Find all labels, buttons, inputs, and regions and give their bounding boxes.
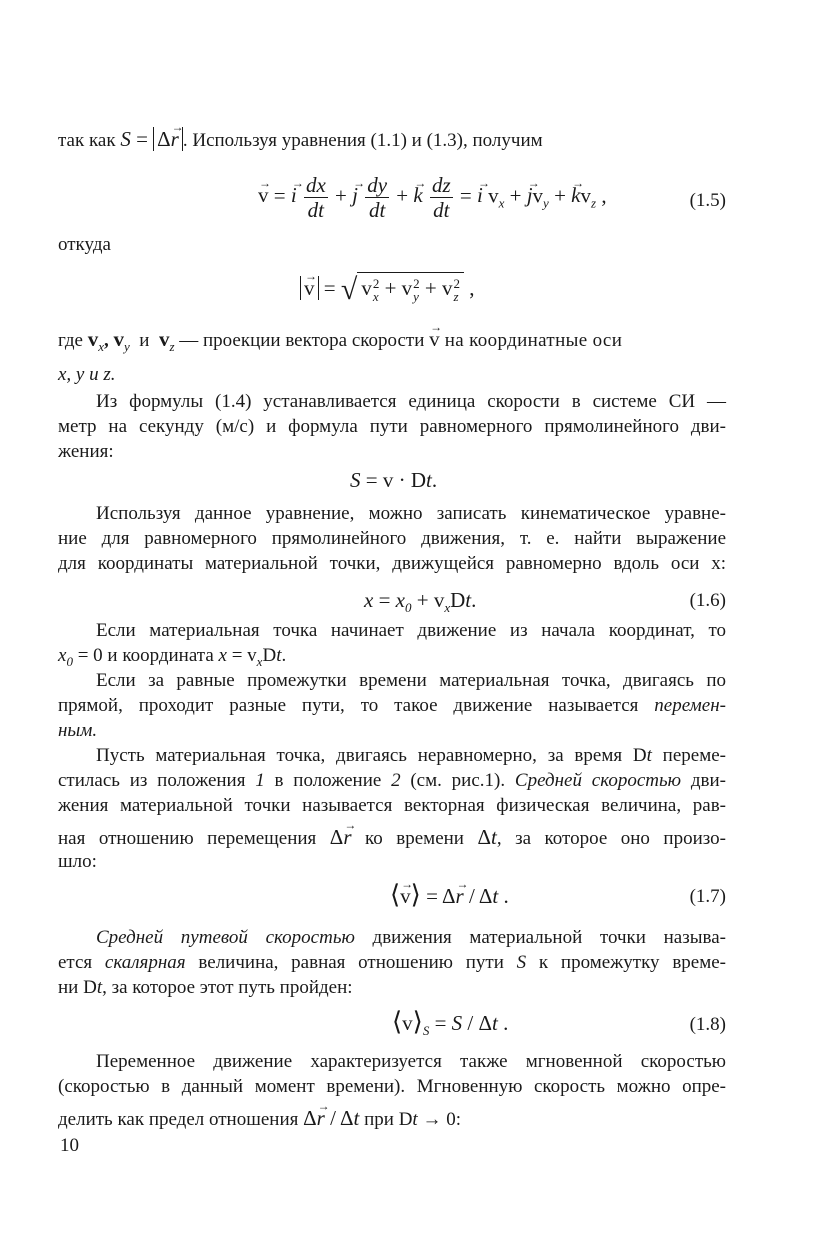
equation-number: (1.5) <box>689 190 726 211</box>
text-line: жения материальной точки называется векторная физическая величина, рав- <box>58 795 726 816</box>
equation-1-8: $⟨v⟩_S = S / \Delta t$ . <box>392 1007 509 1038</box>
text-line: ние для равномерного прямолинейного движения, т. е. найти выражение <box>58 528 726 549</box>
text-line: Средней путевой скоростью движения материальной точки называ- <box>96 927 726 948</box>
text-line: $x_0 = 0$ и координата $x = v_xDt$. <box>58 645 287 669</box>
text-line: x, y и z. <box>58 364 116 385</box>
text-line: так как S = Δ→ r . Используя уравнения (1.1) и (1.3), получим <box>58 128 726 152</box>
text-line: для координаты материальной точки, движущейся равномерно вдоль оси х: <box>58 553 726 574</box>
equation-number: (1.6) <box>689 590 726 611</box>
text-line: Пусть материальная точка, двигаясь неравномерно, за время Dt переме- <box>96 745 726 766</box>
text-line: ным. <box>58 720 98 741</box>
text-line: ная отношению перемещения Δ→ r ко времени Δt, за которое оно произо- <box>58 826 726 850</box>
equation-1-5: → v = → i $\frac{dx}{dt}$ + → j $\frac{dy}{dt}$ + → k $\frac{dz}{dt}$ = → i $v_x$ + → $jv_y$ + → $kv_z$ , <box>258 173 607 222</box>
text-line: откуда <box>58 234 111 255</box>
text-line: прямой, проходит разные пути, то такое движение называется перемен- <box>58 695 726 716</box>
equation-1-6: $x = x_0 + v_xDt$. <box>364 588 477 615</box>
equation-number: (1.7) <box>689 886 726 907</box>
text-line: где $v_x$, $v_y$ и $v_z$ — проекции вектора скорости → v на координатные оси <box>58 328 726 358</box>
equation-path: S = v · Dt. <box>350 468 438 492</box>
text-line: Используя данное уравнение, можно записать кинематическое уравне- <box>96 503 726 524</box>
text-line: шло: <box>58 851 97 872</box>
text-line: метр на секунду (м/с) и формула пути равномерного прямолинейного дви- <box>58 416 726 437</box>
text-line: Переменное движение характеризуется также мгновенной скоростью <box>96 1051 726 1072</box>
text-line: Если материальная точка начинает движение из начала координат, то <box>96 620 726 641</box>
text-line: стилась из положения 1 в положение 2 (см. рис.1). Средней скоростью дви- <box>58 770 726 791</box>
text-line: жения: <box>58 441 114 462</box>
text-line: Из формулы (1.4) устанавливается единица скорости в системе СИ — <box>96 391 726 412</box>
text-line: Если за равные промежутки времени материальная точка, двигаясь по <box>96 670 726 691</box>
text-line: ется скалярная величина, равная отношению пути S к промежутку време- <box>58 952 727 973</box>
text-line: делить как предел отношения Δ→ r / Δt при Dt → 0: <box>58 1107 726 1131</box>
text-line: ни Dt, за которое этот путь пройден: <box>58 977 353 998</box>
text-line: (скоростью в данный момент времени). Мгновенную скорость можно опре- <box>58 1076 726 1097</box>
equation-number: (1.8) <box>689 1014 726 1035</box>
page-number: 10 <box>60 1135 79 1156</box>
equation-1-7: ⟨→ v⟩ = Δ→ r / Δt . <box>390 882 509 909</box>
equation-speed-magnitude: → v = √ v 2 x + v 2 y + v 2 z , <box>300 272 475 303</box>
